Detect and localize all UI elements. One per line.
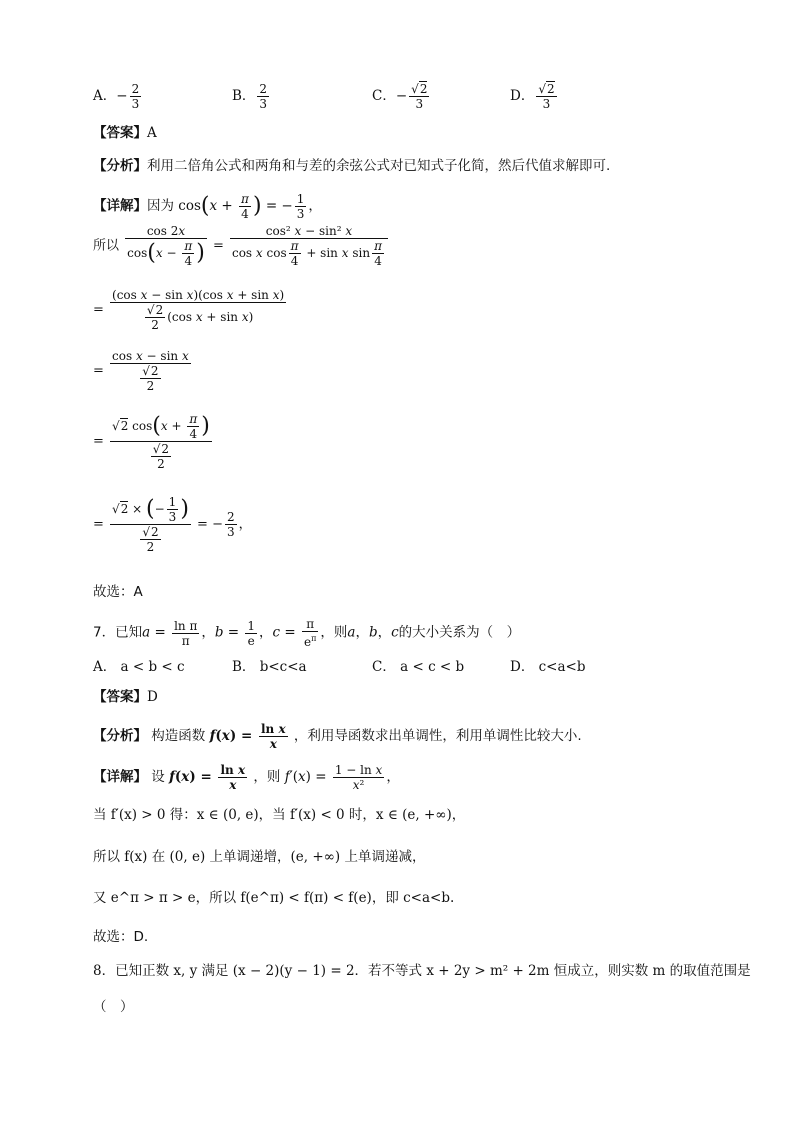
option-value: $\frac{2}{3}$: [259, 82, 268, 111]
q6-step-4: = √2 cos(x + $\frac{\pi}{4}$ ) $\frac{√2}{2}$: [93, 412, 210, 471]
q7-line-2: 所以 f(x) 在 (0, e) 上单调递增，(e, +∞) 上单调递减，: [93, 849, 426, 865]
q8-question: 8．已知正数 x, y 满足 (x − 2)(y − 1) = 2．若不等式 x + 2y > m² + 2m 恒成立，则实数 m 的取值范围是: [93, 963, 751, 979]
option-value: $\frac{√2}{3}$: [538, 82, 555, 111]
q6-answer: [93, 124, 157, 142]
detail-lead: 因为: [147, 198, 174, 214]
option-label: C．: [372, 88, 396, 104]
given-expression: cos(x + $\frac{\pi}{4}$ ) = − $\frac{1}{3}$ ，: [178, 192, 322, 221]
q6-step-3: = $\frac{\text{cos x − sin x}}{\frac{√2}{2}}$: [93, 349, 189, 393]
q7-option-a: A． a < b < c: [93, 659, 185, 675]
so-label: 所以: [93, 238, 120, 254]
option-value: − $\frac{2}{3}$: [116, 82, 140, 111]
analysis-tag: 【分析】: [93, 728, 147, 744]
q6-analysis: [93, 157, 610, 175]
q7-line-1: 当 f′(x) > 0 得：x ∈ (0, e)，当 f′(x) < 0 时，x ∈ (e, +∞)，: [93, 807, 466, 823]
q6-step-5: = √2 × (− $\frac{1}{3}$ ) $\frac{√2}{2}$ = − $\frac{2}{3}$ ，: [93, 495, 252, 554]
q7-option-b: B． b<c<a: [232, 659, 307, 675]
step1-rhs: cos² x − sin² x cos x cos $\frac{\pi}{4}$ + sin x sin $\frac{\pi}{4}$: [230, 224, 388, 268]
q7-question: 7．已知a = $\frac{\text{ln π}}{\pi}$ ，b = $\frac{1}{e}$ ，c = $\frac{\pi}{e^\pi}$ ，则a，b，c的大小关系为（ ）: [93, 617, 521, 649]
option-label: A．: [93, 88, 117, 104]
q6-detail: [93, 192, 322, 221]
option-label: B．: [232, 88, 256, 104]
answer-text: D: [147, 689, 158, 705]
analysis-text: 利用二倍角公式和两角和与差的余弦公式对已知式子化简，然后代值求解即可.: [147, 158, 611, 174]
q7-detail: 【详解】 设 f(x) = $\frac{\text{ln x}}{x}$ ，则 f′(x) = $\frac{\text{1 − ln x}}{\text{x²}}$ ，: [93, 763, 400, 792]
q8-bracket: （ ）: [93, 999, 134, 1015]
q6-option-d: [510, 82, 559, 111]
q7-option-c: C． a < c < b: [372, 659, 465, 675]
step1-lhs: cos 2x cos(x − $\frac{\pi}{4}$ ): [127, 224, 205, 268]
option-label: D．: [510, 88, 535, 104]
q6-step-1: 所以 cos 2x cos(x − $\frac{\pi}{4}$ ) = cos² x − sin² x cos x cos $\frac{\pi}{4}$ + sin x sin $\frac{\pi}{4}$: [93, 224, 390, 268]
detail-tag: 【详解】: [93, 769, 147, 785]
q7-option-d: D． c<a<b: [510, 659, 586, 675]
q7-analysis: 【分析】 构造函数 f(x) = $\frac{\text{ln x}}{x}$ ，利用导函数求出单调性，利用单调性比较大小.: [93, 722, 582, 751]
answer-tag: 【答案】: [93, 689, 147, 705]
q7-conclusion: 故选：D.: [93, 929, 149, 945]
detail-tag: 【详解】: [93, 198, 147, 214]
q6-conclusion: 故选：A: [93, 584, 143, 600]
q7-line-3: 又 e^π > π > e，所以 f(e^π) < f(π) < f(e)，即 c<a<b.: [93, 890, 455, 906]
q6-option-b: [232, 82, 271, 111]
option-value: − $\frac{√2}{3}$: [395, 82, 428, 111]
q7-answer: [93, 688, 158, 706]
q6-option-a: [93, 82, 143, 111]
answer-tag: 【答案】: [93, 125, 147, 141]
q6-step-2: = (cos x − sin x)(cos x + sin x) $\frac{√2}{2}$ (cos x + sin x): [93, 288, 285, 332]
answer-text: A: [147, 125, 157, 141]
q6-option-c: [372, 82, 431, 111]
analysis-tag: 【分析】: [93, 158, 147, 174]
